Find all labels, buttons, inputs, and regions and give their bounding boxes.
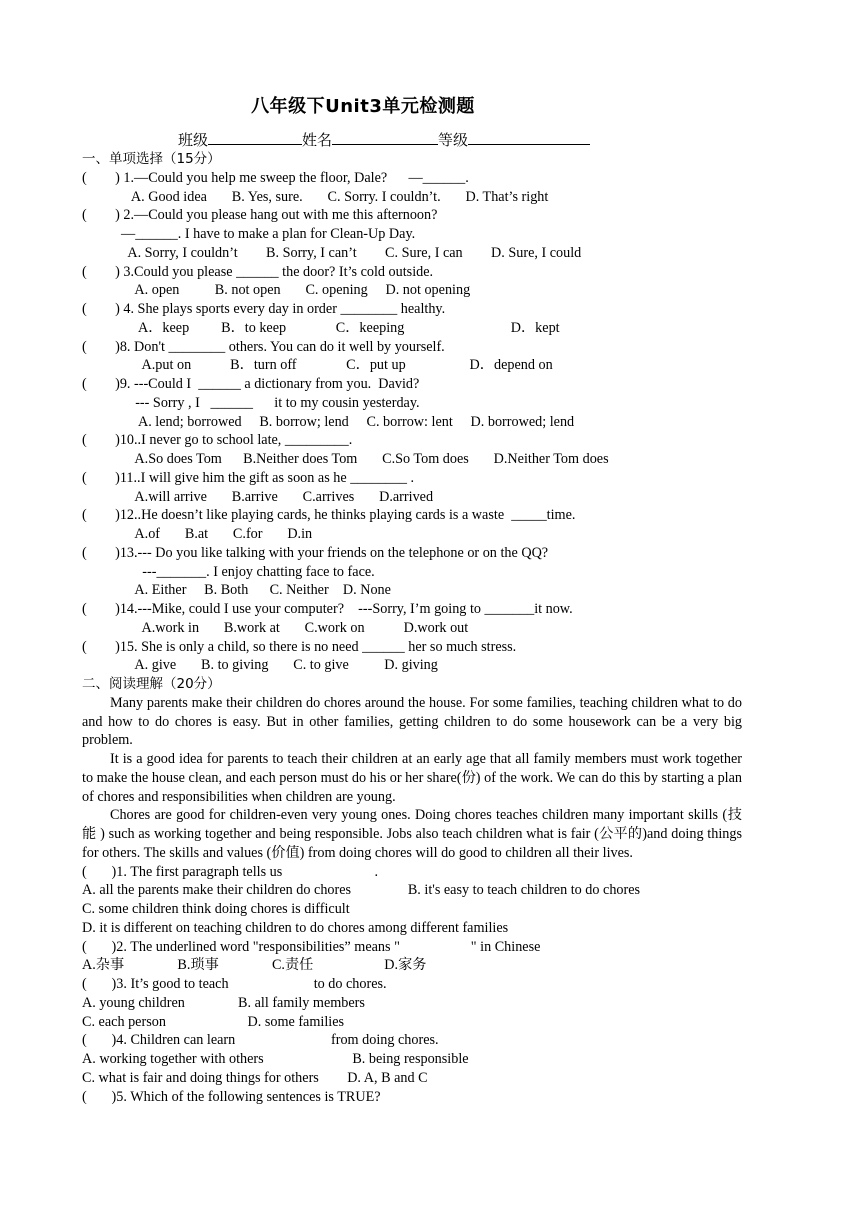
section-heading-reading: 二、阅读理解（20分） <box>82 676 221 692</box>
question-line: A.will arrive B.arrive C.arrives D.arrived <box>82 488 434 505</box>
reading-question-line: A. working together with others B. being responsible <box>82 1051 469 1067</box>
question-line: A. give B. to giving C. to give D. giving <box>82 657 438 674</box>
student-info-line <box>178 129 590 150</box>
question-line: A.put on B．turn off C．put up D．depend on <box>82 357 553 374</box>
reading-paragraph: Chores are good for children-even very young ones. Doing chores teaches children many important skills (技能 ) such as working together and being responsible. Jobs also teach children what is fair (公平的)and doing things for others. The skills and values (价值) from doing chores will do good to children all their lives. <box>82 807 742 861</box>
question-line: ( )11..I will give him the gift as soon as he ________ . <box>82 469 415 486</box>
reading-question-line: ( )5. Which of the following sentences is TRUE? <box>82 1088 381 1105</box>
section-heading-multiple-choice: 一、单项选择（15分） <box>82 151 221 167</box>
question-line: ( )15. She is only a child, so there is no need ______ her so much stress. <box>82 638 517 655</box>
reading-question-line: D. it is different on teaching children to do chores among different families <box>82 919 509 936</box>
reading-question-line: A.杂事 B.琐事 C.责任 D.家务 <box>82 957 427 974</box>
question-line: A．keep B．to keep C．keeping D．kept <box>82 319 560 336</box>
question-line: A. Sorry, I couldn’t B. Sorry, I can’t C. Sure, I can D. Sure, I could <box>82 244 582 261</box>
question-line: A.So does Tom B.Neither does Tom C.So Tom does D.Neither Tom does <box>82 451 609 467</box>
question-line: A. open B. not open C. opening D. not opening <box>82 282 471 299</box>
reading-question-line: ( )4. Children can learn from doing chores. <box>82 1032 439 1049</box>
reading-question-line: C. some children think doing chores is difficult <box>82 901 350 917</box>
question-line: A. Good idea B. Yes, sure. C. Sorry. I couldn’t. D. That’s right <box>82 188 549 205</box>
grade-blank[interactable] <box>468 130 590 145</box>
question-line: ( )10..I never go to school late, _________. <box>82 432 353 449</box>
reading-paragraph: It is a good idea for parents to teach their children at an early age that all family members must work together to make the house clean, and each person must do his or her share(份) of the work. We can do this by starting a plan of chores and responsibilities when children are young. <box>82 751 742 805</box>
question-line: A.of B.at C.for D.in <box>82 526 313 542</box>
multiple-choice-section <box>82 169 742 675</box>
question-line: ( ) 4. She plays sports every day in order ________ healthy. <box>82 301 446 317</box>
reading-question-line: ( )3. It’s good to teach to do chores. <box>82 976 387 992</box>
question-line: --- Sorry , I ______ it to my cousin yesterday. <box>82 394 420 411</box>
reading-question-line: A. young children B. all family members <box>82 994 365 1011</box>
class-label: 班级 <box>178 131 209 149</box>
worksheet-content <box>82 150 742 1106</box>
reading-question-line: ( )2. The underlined word "responsibilities” means " " in Chinese <box>82 938 541 955</box>
reading-question-line: C. each person D. some families <box>82 1013 345 1030</box>
page-title: 八年级下Unit3单元检测题 <box>251 96 475 117</box>
question-line: ( )14.---Mike, could I use your computer? ---Sorry, I’m going to _______it now. <box>82 601 573 617</box>
reading-question-line: C. what is fair and doing things for others D. A, B and C <box>82 1069 428 1086</box>
question-line: ( )12..He doesn’t like playing cards, he thinks playing cards is a waste _____time. <box>82 507 576 524</box>
reading-question-line: ( )1. The first paragraph tells us . <box>82 863 379 880</box>
name-label: 姓名 <box>302 131 333 149</box>
question-line: ( )9. ---Could I ______ a dictionary from you. David? <box>82 376 420 392</box>
question-line: A. Either B. Both C. Neither D. None <box>82 582 391 599</box>
class-blank[interactable] <box>208 130 302 145</box>
reading-question-line: A. all the parents make their children do chores B. it's easy to teach children to do chores <box>82 882 641 899</box>
grade-label: 等级 <box>438 131 469 149</box>
question-line: ( )13.--- Do you like talking with your friends on the telephone or on the QQ? <box>82 544 549 561</box>
question-line: ---_______. I enjoy chatting face to face. <box>82 563 375 580</box>
reading-questions <box>82 863 742 1107</box>
name-blank[interactable] <box>332 130 438 145</box>
question-line: —______. I have to make a plan for Clean-Up Day. <box>82 226 416 242</box>
question-line: A. lend; borrowed B. borrow; lend C. borrow: lent D. borrowed; lend <box>82 413 575 430</box>
question-line: ( ) 2.—Could you please hang out with me this afternoon? <box>82 207 438 224</box>
question-line: ( ) 1.—Could you help me sweep the floor, Dale? —______. <box>82 169 469 186</box>
question-line: ( ) 3.Could you please ______ the door? It’s cold outside. <box>82 263 434 280</box>
question-line: ( )8. Don't ________ others. You can do it well by yourself. <box>82 338 445 355</box>
reading-paragraph: Many parents make their children do chores around the house. For some families, teaching children what to do and how to do chores is easy. But in other families, getting children to do some housework can be a very big problem. <box>82 694 742 749</box>
question-line: A.work in B.work at C.work on D.work out <box>82 619 469 636</box>
